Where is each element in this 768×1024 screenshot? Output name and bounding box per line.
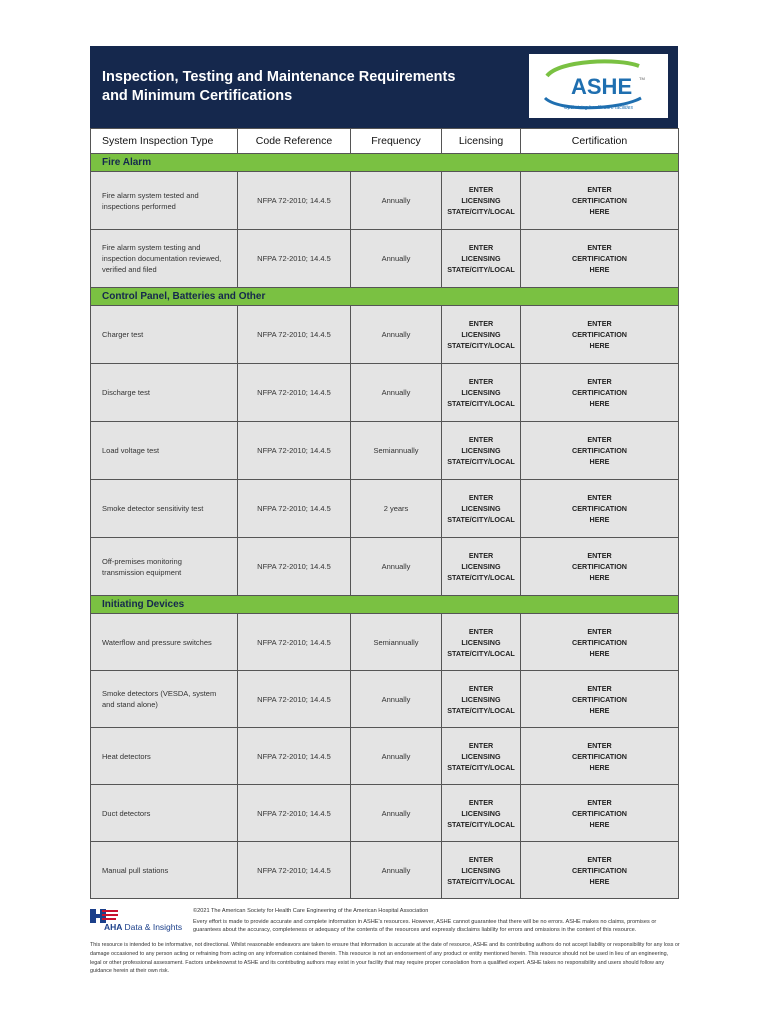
certification-line: HERE [589, 457, 610, 466]
section-title: Fire Alarm [91, 154, 679, 172]
accuracy-notice: Every effort is made to provide accurate and complete information in ASHE's resources. However, ASHE cannot guarantee that there will be no errors. ASHE makes no claims, promises or guarantees about the accuracy, completeness or adequacy of the contents of the resources and expressly disclaims liability for errors and omissions in the content of this resource. [193, 919, 657, 933]
table-body [91, 154, 679, 899]
frequency-cell: 2 years [351, 480, 442, 538]
certification-line: ENTER [587, 854, 612, 864]
frequency-cell: Annually [351, 671, 442, 728]
certification-line: HERE [589, 515, 610, 524]
name-lines-line: Charger test [102, 330, 144, 339]
certification-line: CERTIFICATION [572, 865, 627, 875]
licensing-line: LICENSING [461, 330, 501, 339]
licensing-line: STATE/CITY/LOCAL [447, 207, 515, 216]
col-header-certification: Certification [521, 129, 679, 154]
licensing-line: ENTER [468, 243, 494, 252]
table-row [91, 785, 679, 842]
inspection-type-cell [91, 230, 238, 288]
licensing-cell[interactable] [442, 230, 521, 288]
frequency-cell: Annually [351, 728, 442, 785]
col-header-frequency: Frequency [351, 129, 442, 154]
certification-cell[interactable] [521, 538, 679, 596]
certification-line: ENTER [587, 740, 612, 750]
certification-line: ENTER [587, 493, 612, 502]
logo-trademark: TM [639, 76, 645, 81]
name-lines-line: transmission equipment [102, 567, 182, 577]
title-line-2: and Minimum Certifications [102, 88, 293, 104]
certification-cell[interactable] [521, 230, 679, 288]
code-reference-cell: NFPA 72-2010; 14.4.5 [238, 422, 351, 480]
licensing-line: ENTER [468, 551, 494, 560]
table-row [91, 614, 679, 671]
table-header-row [91, 129, 679, 154]
certification-line: HERE [589, 573, 610, 582]
inspection-type-cell [91, 480, 238, 538]
section-title: Initiating Devices [91, 596, 679, 614]
document-title [102, 68, 455, 106]
name-lines-line: Waterflow and pressure switches [102, 637, 212, 647]
code-reference-cell: NFPA 72-2010; 14.4.5 [238, 364, 351, 422]
certification-cell[interactable] [521, 480, 679, 538]
aha-logo-text: AHA [104, 922, 123, 932]
licensing-line: LICENSING [461, 694, 501, 704]
code-reference-cell: NFPA 72-2010; 14.4.5 [238, 728, 351, 785]
certification-cell[interactable] [521, 422, 679, 480]
certification-line: CERTIFICATION [572, 446, 627, 455]
licensing-line: STATE/CITY/LOCAL [447, 265, 515, 274]
certification-line: ENTER [587, 626, 612, 636]
licensing-line: ENTER [468, 493, 494, 502]
licensing-line: ENTER [468, 797, 494, 807]
logo-tagline: Optimizing health care facilities [564, 105, 633, 111]
licensing-line: STATE/CITY/LOCAL [447, 399, 515, 408]
licensing-line: ENTER [468, 319, 494, 328]
copyright-text: ©2021 The American Society for Health Care Engineering of the American Hospital Association [193, 908, 429, 914]
licensing-cell[interactable] [442, 538, 521, 596]
inspection-type-cell [91, 671, 238, 728]
licensing-line: ENTER [468, 377, 494, 386]
table-row [91, 172, 679, 230]
licensing-line: LICENSING [461, 562, 501, 571]
certification-line: HERE [589, 265, 610, 274]
certification-line: HERE [589, 819, 610, 829]
code-reference-cell: NFPA 72-2010; 14.4.5 [238, 614, 351, 671]
code-reference-cell: NFPA 72-2010; 14.4.5 [238, 172, 351, 230]
licensing-cell[interactable] [442, 842, 521, 899]
licensing-cell[interactable] [442, 172, 521, 230]
certification-line: CERTIFICATION [572, 562, 627, 571]
licensing-line: STATE/CITY/LOCAL [447, 515, 515, 524]
inspection-type-cell [91, 538, 238, 596]
licensing-cell[interactable] [442, 480, 521, 538]
inspection-type-cell [91, 728, 238, 785]
frequency-cell: Annually [351, 306, 442, 364]
name-lines-line: verified and filed [102, 265, 157, 274]
frequency-cell: Semiannually [351, 422, 442, 480]
licensing-line: STATE/CITY/LOCAL [447, 762, 515, 772]
certification-line: HERE [589, 399, 610, 408]
code-reference-cell: NFPA 72-2010; 14.4.5 [238, 230, 351, 288]
licensing-cell[interactable] [442, 614, 521, 671]
section-row [91, 154, 679, 172]
requirements-table [90, 128, 679, 899]
licensing-line: STATE/CITY/LOCAL [447, 819, 515, 829]
aha-logo-tail: Data & Insights [124, 922, 183, 932]
table-row [91, 364, 679, 422]
name-lines-line: Off-premises monitoring [102, 556, 182, 566]
certification-cell[interactable] [521, 785, 679, 842]
col-header-system-inspection-type: System Inspection Type [91, 129, 238, 154]
licensing-line: LICENSING [461, 196, 501, 205]
code-reference-cell: NFPA 72-2010; 14.4.5 [238, 671, 351, 728]
inspection-type-cell [91, 614, 238, 671]
licensing-cell[interactable] [442, 306, 521, 364]
table-row [91, 538, 679, 596]
table-row [91, 728, 679, 785]
certification-line: CERTIFICATION [572, 388, 627, 397]
licensing-line: ENTER [468, 740, 494, 750]
licensing-line: STATE/CITY/LOCAL [447, 341, 515, 350]
certification-line: ENTER [587, 683, 612, 693]
frequency-cell: Annually [351, 785, 442, 842]
frequency-cell: Annually [351, 172, 442, 230]
aha-data-insights-logo [90, 907, 190, 937]
certification-line: CERTIFICATION [572, 637, 627, 647]
inspection-type-cell [91, 422, 238, 480]
name-lines-line: Manual pull stations [102, 865, 169, 875]
requirements-sheet [90, 46, 678, 899]
licensing-line: ENTER [468, 626, 494, 636]
col-header-code-reference: Code Reference [238, 129, 351, 154]
licensing-line: STATE/CITY/LOCAL [447, 648, 515, 658]
licensing-cell[interactable] [442, 785, 521, 842]
certification-line: ENTER [587, 797, 612, 807]
document-header [90, 46, 678, 128]
name-lines-line: Smoke detector sensitivity test [102, 504, 204, 513]
name-lines-line: Fire alarm system tested and [102, 190, 199, 200]
licensing-line: ENTER [468, 683, 494, 693]
licensing-line: ENTER [468, 854, 494, 864]
certification-line: ENTER [587, 243, 612, 252]
certification-line: HERE [589, 341, 610, 350]
certification-cell[interactable] [521, 671, 679, 728]
code-reference-cell: NFPA 72-2010; 14.4.5 [238, 480, 351, 538]
table-row [91, 480, 679, 538]
certification-line: HERE [589, 705, 610, 715]
inspection-type-cell [91, 842, 238, 899]
certification-line: HERE [589, 762, 610, 772]
table-row [91, 230, 679, 288]
section-row [91, 288, 679, 306]
licensing-cell[interactable] [442, 364, 521, 422]
frequency-cell: Annually [351, 364, 442, 422]
licensing-line: LICENSING [461, 504, 501, 513]
certification-line: CERTIFICATION [572, 751, 627, 761]
name-lines-line: Smoke detectors (VESDA, system [102, 689, 217, 698]
inspection-type-cell [91, 785, 238, 842]
licensing-line: LICENSING [461, 388, 501, 397]
certification-line: HERE [589, 876, 610, 886]
table-row [91, 422, 679, 480]
licensing-line: ENTER [468, 435, 494, 444]
code-reference-cell: NFPA 72-2010; 14.4.5 [238, 306, 351, 364]
certification-line: HERE [589, 648, 610, 658]
inspection-type-cell [91, 364, 238, 422]
licensing-line: ENTER [468, 185, 494, 194]
licensing-cell[interactable] [442, 671, 521, 728]
col-header-licensing: Licensing [442, 129, 521, 154]
certification-line: HERE [589, 207, 610, 216]
section-title: Control Panel, Batteries and Other [91, 288, 679, 306]
licensing-line: LICENSING [461, 446, 501, 455]
licensing-line: STATE/CITY/LOCAL [447, 705, 515, 715]
certification-line: CERTIFICATION [572, 330, 627, 339]
certification-cell[interactable] [521, 172, 679, 230]
certification-line: CERTIFICATION [572, 504, 627, 513]
logo-text: ASHE [571, 74, 633, 99]
inspection-type-cell [91, 306, 238, 364]
frequency-cell: Annually [351, 538, 442, 596]
licensing-cell[interactable] [442, 422, 521, 480]
certification-line: ENTER [587, 435, 612, 444]
table-row [91, 842, 679, 899]
licensing-line: STATE/CITY/LOCAL [447, 573, 515, 582]
code-reference-cell: NFPA 72-2010; 14.4.5 [238, 538, 351, 596]
certification-cell[interactable] [521, 728, 679, 785]
certification-line: ENTER [587, 377, 612, 386]
inspection-type-cell [91, 172, 238, 230]
licensing-line: LICENSING [461, 808, 501, 818]
copyright-block [193, 907, 683, 934]
certification-line: ENTER [587, 551, 612, 560]
name-lines-line: inspections performed [102, 201, 176, 211]
ashe-logo [529, 54, 668, 118]
section-row [91, 596, 679, 614]
certification-line: CERTIFICATION [572, 808, 627, 818]
licensing-line: STATE/CITY/LOCAL [447, 876, 515, 886]
name-lines-line: Fire alarm system testing and [102, 243, 201, 252]
name-lines-line: inspection documentation reviewed, [102, 254, 222, 263]
certification-line: CERTIFICATION [572, 694, 627, 704]
name-lines-line: and stand alone) [102, 700, 158, 709]
table-row [91, 306, 679, 364]
certification-cell[interactable] [521, 306, 679, 364]
licensing-line: LICENSING [461, 751, 501, 761]
frequency-cell: Semiannually [351, 614, 442, 671]
code-reference-cell: NFPA 72-2010; 14.4.5 [238, 842, 351, 899]
licensing-line: LICENSING [461, 254, 501, 263]
licensing-line: LICENSING [461, 865, 501, 875]
licensing-line: LICENSING [461, 637, 501, 647]
certification-line: CERTIFICATION [572, 196, 627, 205]
certification-cell[interactable] [521, 614, 679, 671]
frequency-cell: Annually [351, 230, 442, 288]
name-lines-line: Duct detectors [102, 808, 151, 818]
table-row [91, 671, 679, 728]
title-line-1: Inspection, Testing and Maintenance Requirements [102, 69, 456, 85]
certification-line: ENTER [587, 185, 612, 194]
name-lines-line: Heat detectors [102, 751, 151, 761]
name-lines-line: Load voltage test [102, 446, 160, 455]
certification-line: ENTER [587, 319, 612, 328]
name-lines-line: Discharge test [102, 388, 150, 397]
licensing-line: STATE/CITY/LOCAL [447, 457, 515, 466]
certification-cell[interactable] [521, 364, 679, 422]
code-reference-cell: NFPA 72-2010; 14.4.5 [238, 785, 351, 842]
frequency-cell: Annually [351, 842, 442, 899]
certification-cell[interactable] [521, 842, 679, 899]
certification-line: CERTIFICATION [572, 254, 627, 263]
licensing-cell[interactable] [442, 728, 521, 785]
disclaimer-text: This resource is intended to be informative, not directional. Whilst reasonable endeavors are taken to ensure that information is accurate at the date of resource, ASHE and its contributing authors do not accept liability or responsibility for any loss or damage occasioned to any person acting or refraining from acting on any information contained therein. This resource is not an endorsement of any product or entity mentioned herein. This resource should not be used in lieu of an engineering, legal or other professional assessment. Factors unbeknownst to ASHE and its contributing authors may exist in your facility that may require proper consolation from a qualified expert. ASHE takes no responsibility and users should follow any guidance herein at their own risk. [90, 942, 680, 975]
